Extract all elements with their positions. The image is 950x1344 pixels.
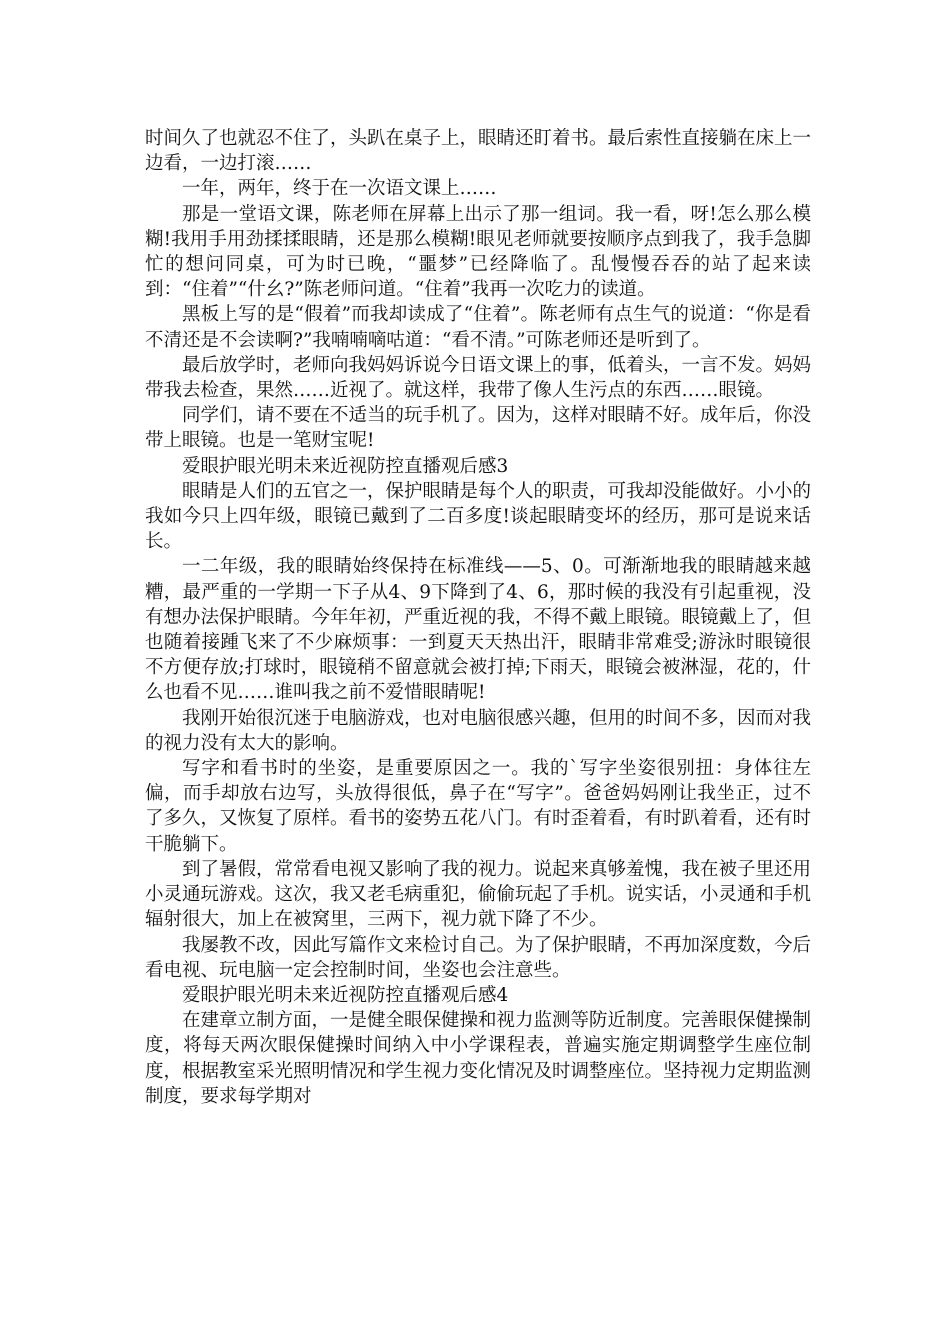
paragraph-5: 最后放学时，老师向我妈妈诉说今日语文课上的事，低着头，一言不发。妈妈带我去检查，果然……近视了。就这样，我带了像人生污点的东西……眼镜。 [145, 354, 812, 402]
paragraph-6: 同学们，请不要在不适当的玩手机了。因为，这样对眼睛不好。成年后，你没带上眼镜。也是一笔财宝呢! [145, 405, 812, 452]
paragraph-13: 我屡教不改，因此写篇作文来检讨自己。为了保护眼睛，不再加深度数，今后看电视、玩电脑一定会控制时间，坐姿也会注意些。 [145, 934, 812, 981]
paragraph-9: 一二年级，我的眼睛始终保持在标准线——5、0。可渐渐地我的眼睛越来越糟，最严重的一学期一下子从4、9下降到了4、6，那时候的我没有引起重视，没有想办法保护眼睛。今年年初，严重近视的我，不得不戴上眼镜。眼镜戴上了，但也随着接踵飞来了不少麻烦事：一到夏天天热出汗，眼睛非常难受;游泳时眼镜很不方便存放;打球时，眼镜稍不留意就会被打掉;下雨天，眼镜会被淋湿，花的，什么也看不见……谁叫我之前不爱惜眼睛呢! [145, 556, 812, 704]
section-heading-4: 爱眼护眼光明未来近视防控直播观后感4 [182, 984, 509, 1006]
paragraph-8: 眼睛是人们的五官之一，保护眼睛是每个人的职责，可我却没能做好。小小的我如今只上四年级，眼镜已戴到了二百多度!谈起眼睛变坏的经历，那可是说来话长。 [145, 480, 812, 553]
paragraph-4: 黑板上写的是“假着”而我却读成了“住着”。陈老师有点生气的说道：“你是看不清还是不会读啊?”我喃喃嘀咕道：“看不清。”可陈老师还是听到了。 [145, 304, 811, 351]
paragraph-2: 一年，两年，终于在一次语文课上…… [182, 178, 497, 200]
paragraph-15: 在建章立制方面，一是健全眼保健操和视力监测等防近制度。完善眼保健操制度，将每天两次眼保健操时间纳入中小学课程表，普遍实施定期调整学生座位制度，根据教室采光照明情况和学生视力变化情况及时调整座位。坚持视力定期监测制度，要求每学期对 [145, 1010, 812, 1107]
paragraph-1: 时间久了也就忍不住了，头趴在桌子上，眼睛还盯着书。最后索性直接躺在床上一边看，一边打滚…… [145, 128, 812, 175]
document-page [145, 126, 811, 1109]
paragraph-3: 那是一堂语文课，陈老师在屏幕上出示了那一组词。我一看，呀!怎么那么模糊!我用手用劲揉揉眼睛，还是那么模糊!眼见老师就要按顺序点到我了，我手急脚忙的想问同桌，可为时已晚，“噩梦”已经降临了。乱慢慢吞吞的站了起来读到：“住着”“什幺?”陈老师问道。“住着”我再一次吃力的读道。 [145, 203, 811, 301]
paragraph-10: 我刚开始很沉迷于电脑游戏，也对电脑很感兴趣，但用的时间不多，因而对我的视力没有太大的影响。 [145, 707, 812, 754]
paragraph-12: 到了暑假，常常看电视又影响了我的视力。说起来真够羞愧，我在被子里还用小灵通玩游戏。这次，我又老毛病重犯，偷偷玩起了手机。说实话，小灵通和手机辐射很大，加上在被窝里，三两下，视力就下降了不少。 [145, 858, 812, 931]
paragraph-11: 写字和看书时的坐姿，是重要原因之一。我的`写字坐姿很别扭：身体往左偏，而手却放右边写，头放得很低，鼻子在“写字”。爸爸妈妈刚让我坐正，过不了多久，又恢复了原样。看书的姿势五花八门。有时歪着看，有时趴着看，还有时干脆躺下。 [145, 758, 812, 855]
section-heading-3: 爱眼护眼光明未来近视防控直播观后感3 [182, 455, 509, 477]
